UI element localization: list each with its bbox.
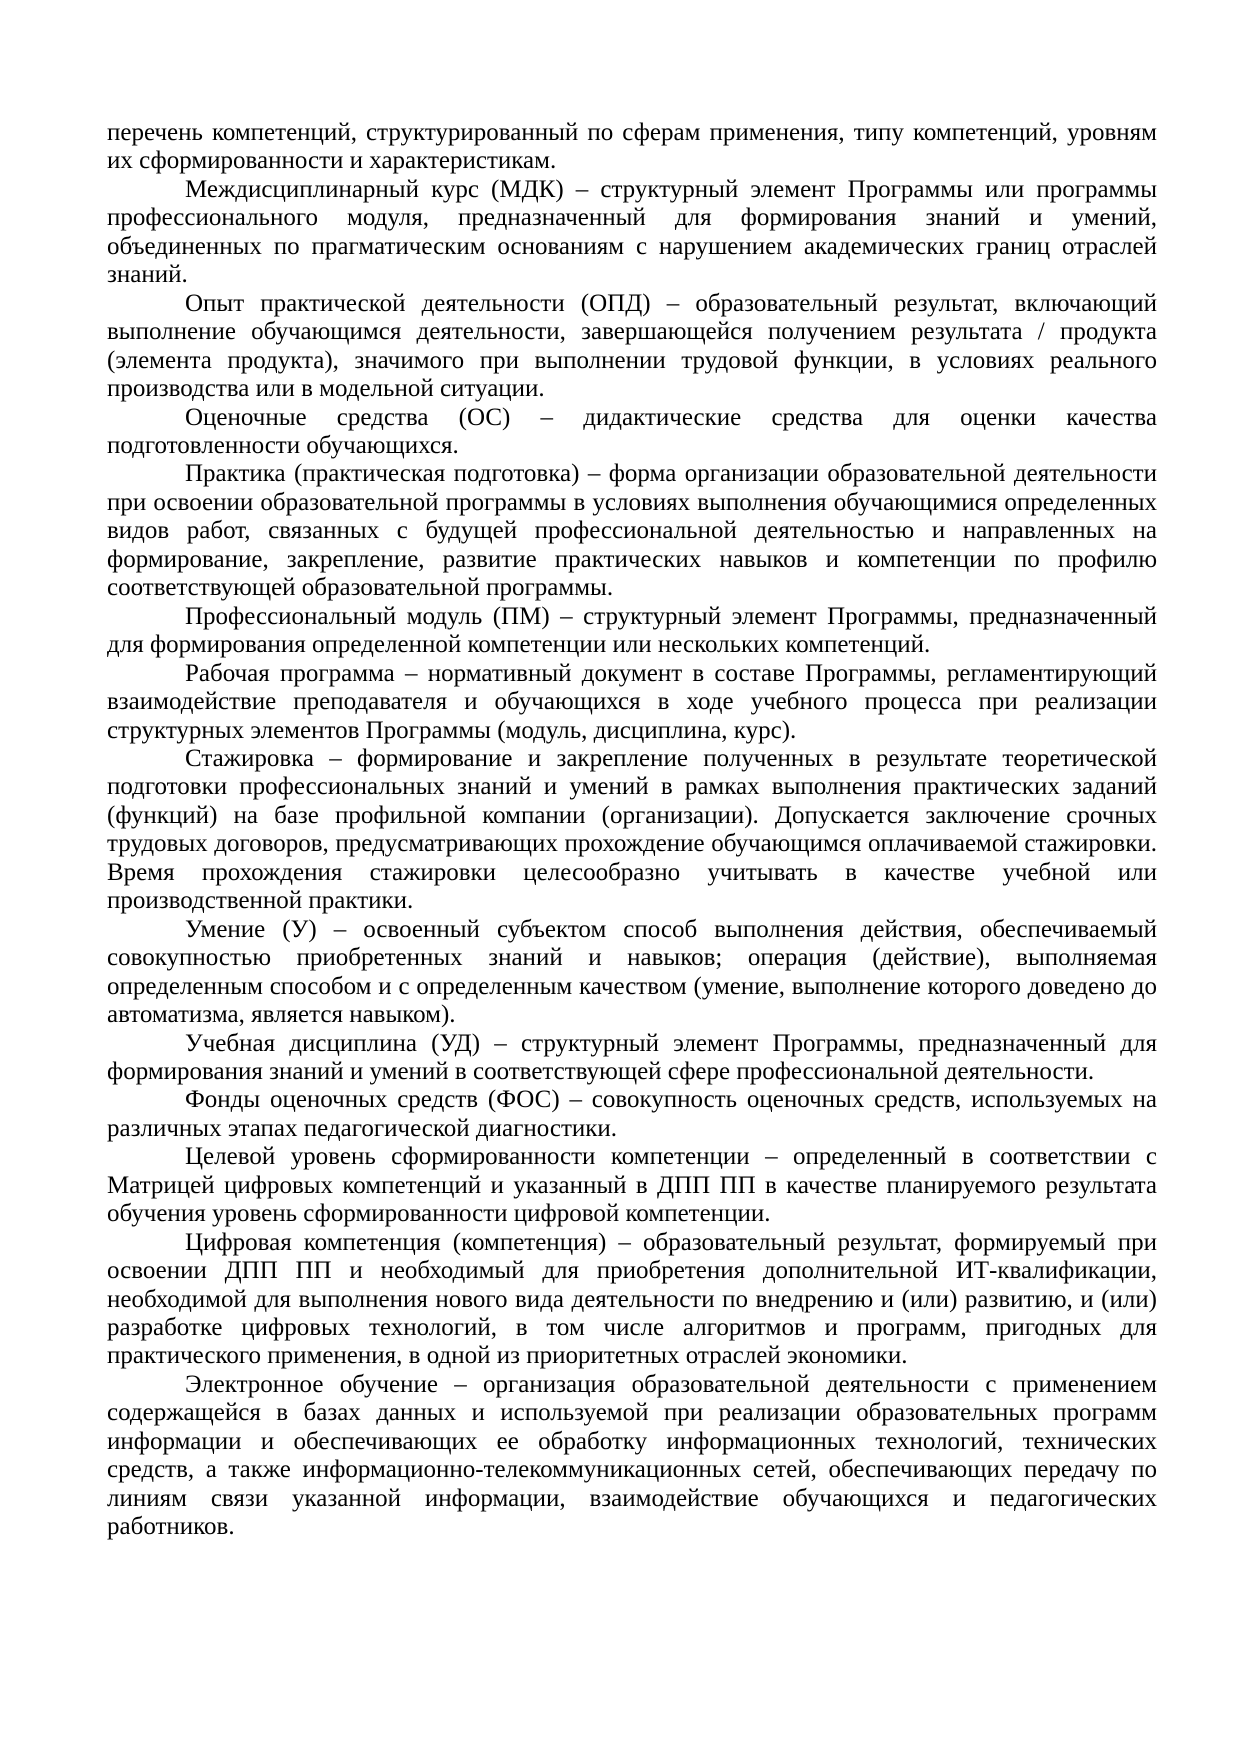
- paragraph-opd-definition: Опыт практической деятельности (ОПД) – образовательный результат, включающий выполнение обучающимся деятельности, завершающейся получением результата / продукта (элемента продукта), значимого при выполнении трудовой функции, в условиях реального производства или в модельной ситуации.: [107, 289, 1157, 403]
- paragraph-os-definition: Оценочные средства (ОС) – дидактические средства для оценки качества подготовленности обучающихся.: [107, 403, 1157, 459]
- paragraph-stazhirovka-definition: Стажировка – формирование и закрепление полученных в результате теоретической подготовки профессиональных знаний и умений в рамках выполнения практических заданий (функций) на базе профильной компании (организации). Допускается заключение срочных трудовых договоров, предусматривающих прохождение обучающимся оплачиваемой стажировки. Время прохождения стажировки целесообразно учитывать в качестве учебной или производственной практики.: [107, 744, 1157, 915]
- paragraph-pm-definition: Профессиональный модуль (ПМ) – структурный элемент Программы, предназначенный для формирования определенной компетенции или нескольких компетенций.: [107, 602, 1157, 659]
- paragraph-fos-definition: Фонды оценочных средств (ФОС) – совокупность оценочных средств, используемых на различных этапах педагогической диагностики.: [107, 1086, 1157, 1142]
- paragraph-continuation: перечень компетенций, структурированный по сферам применения, типу компетенций, уровням их сформированности и характеристикам.: [107, 119, 1157, 175]
- paragraph-elektronnoe-obuchenie-definition: Электронное обучение – организация образовательной деятельности с применением содержащейся в базах данных и используемой при реализации образовательных программ информации и обеспечивающих ее обработку информационных технологий, технических средств, а также информационно-телекоммуникационных сетей, обеспечивающих передачу по линиям связи указанной информации, взаимодействие обучающихся и педагогических работников.: [107, 1370, 1157, 1541]
- paragraph-ud-definition: Учебная дисциплина (УД) – структурный элемент Программы, предназначенный для формирования знаний и умений в соответствующей сфере профессиональной деятельности.: [107, 1029, 1157, 1085]
- paragraph-rabochaya-programma-definition: Рабочая программа – нормативный документ в составе Программы, регламентирующий взаимодействие преподавателя и обучающихся в ходе учебного процесса при реализации структурных элементов Программы (модуль, дисциплина, курс).: [107, 659, 1157, 744]
- paragraph-umenie-definition: Умение (У) – освоенный субъектом способ выполнения действия, обеспечиваемый совокупностью приобретенных знаний и навыков; операция (действие), выполняемая определенным способом и с определенным качеством (умение, выполнение которого доведено до автоматизма, является навыком).: [107, 915, 1157, 1029]
- paragraph-tselevoy-uroven-definition: Целевой уровень сформированности компетенции – определенный в соответствии с Матрицей цифровых компетенций и указанный в ДПП ПП в качестве планируемого результата обучения уровень сформированности цифровой компетенции.: [107, 1143, 1157, 1228]
- paragraph-tsifrovaya-kompetentsiya-definition: Цифровая компетенция (компетенция) – образовательный результат, формируемый при освоении ДПП ПП и необходимый для приобретения дополнительной ИТ-квалификации, необходимой для выполнения нового вида деятельности по внедрению и (или) развитию, и (или) разработке цифровых технологий, в том числе алгоритмов и программ, пригодных для практического применения, в одной из приоритетных отраслей экономики.: [107, 1228, 1157, 1370]
- paragraph-praktika-definition: Практика (практическая подготовка) – форма организации образовательной деятельности при освоении образовательной программы в условиях выполнения обучающимися определенных видов работ, связанных с будущей профессиональной деятельностью и направленных на формирование, закрепление, развитие практических навыков и компетенции по профилю соответствующей образовательной программы.: [107, 460, 1157, 602]
- paragraph-mdk-definition: Междисциплинарный курс (МДК) – структурный элемент Программы или программы профессионального модуля, предназначенный для формирования знаний и умений, объединенных по прагматическим основаниям с нарушением академических границ отраслей знаний.: [107, 175, 1157, 289]
